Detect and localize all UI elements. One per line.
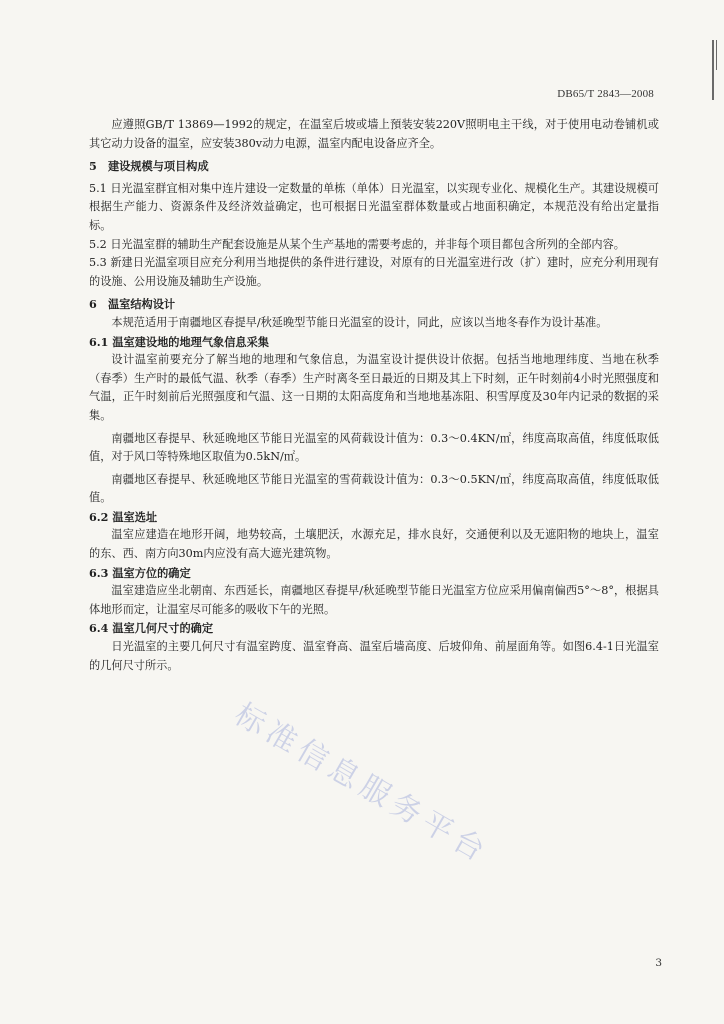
paragraph: 本规范适用于南疆地区春提早/秋延晚型节能日光温室的设计，同此，应该以当地冬春作为设计基准。 [111,315,608,329]
paragraph: 温室应建造在地形开阔，地势较高，土壤肥沃，水源充足，排水良好，交通便利以及无遮阳物的地块上，温室的东、西、南方向30m内应没有高大遮光建筑物。 [89,528,659,561]
section-heading: 6.2 温室选址 [89,509,158,524]
paragraph: 5.2 日光温室群的辅助生产配套设施是从某个生产基地的需要考虑的，并非每个项目都包含所列的全部内容。 [89,237,625,251]
document-code: DB65/T 2843—2008 [557,88,654,100]
watermark: 标准信息服务平台 [228,696,496,872]
paragraph: 南疆地区春提早、秋延晚地区节能日光温室的风荷载设计值为：0.3～0.4KN/㎡，纬度高取高值，纬度低取低值，对于风口等特殊地区取值为0.5kN/㎡。 [89,431,659,464]
section-heading: 6.1 温室建设地的地理气象信息采集 [89,334,269,349]
paragraph: 应遵照GB/T 13869—1992的规定，在温室后坡或墙上預装安装220V照明电主干线，对于使用电动卷铺机或其它动力设备的温室，应安装380v动力电源，温室内配电设备应齐全。 [89,118,659,150]
section-heading: 6.3 温室方位的确定 [89,565,191,580]
page-number: 3 [655,957,662,969]
paragraph: 温室建造应坐北朝南、东西延长，南疆地区春提早/秋延晚型节能日光温室方位应采用偏南偏西5°～8°，根据具体地形而定，让温室尽可能多的吸收下午的光照。 [89,584,659,616]
document-body [89,116,659,675]
paragraph: 设计温室前要充分了解当地的地理和气象信息，为温室设计提供设计依据。包括当地地理纬度、当地在秋季（春季）生产时的最低气温、秋季（春季）生产时离冬至日最近的日期及其上下时刻，正午时刻前4小时光照强度和气温，正午时刻前后光照强度和气温、这一日期的太阳高度角和当地地基冻阻、积雪厚度及30年内记录的数据的采集。 [89,353,659,422]
scan-edge-mark [712,40,714,100]
section-heading: 6 温室结构设计 [89,297,176,312]
scan-edge-mark [716,40,717,70]
paragraph: 5.3 新建日光温室项目应充分利用当地提供的条件进行建设，对原有的日光温室进行改（扩）建时，应充分利用现有的设施、公用设施及辅助生产设施。 [89,256,659,288]
paragraph: 南疆地区春提早、秋延晚地区节能日光温室的雪荷载设计值为：0.3～0.5KN/㎡，纬度高取高值，纬度低取低值。 [89,472,659,505]
section-heading: 6.4 温室几何尺寸的确定 [89,621,214,636]
paragraph: 日光温室的主要几何尺寸有温室跨度、温室脊高、温室后墙高度、后坡仰角、前屋面角等。如图6.4-1日光温室的几何尺寸所示。 [89,640,659,672]
section-heading: 5 建设规模与项目构成 [89,159,209,174]
paragraph: 5.1 日光温室群宜相对集中连片建设一定数量的单栋（单体）日光温室，以实现专业化、规模化生产。其建设规模可根据生产能力、资源条件及经济效益确定，也可根据日光温室群体数量或占地面积确定，本规范没有给出定量指标。 [89,181,659,232]
